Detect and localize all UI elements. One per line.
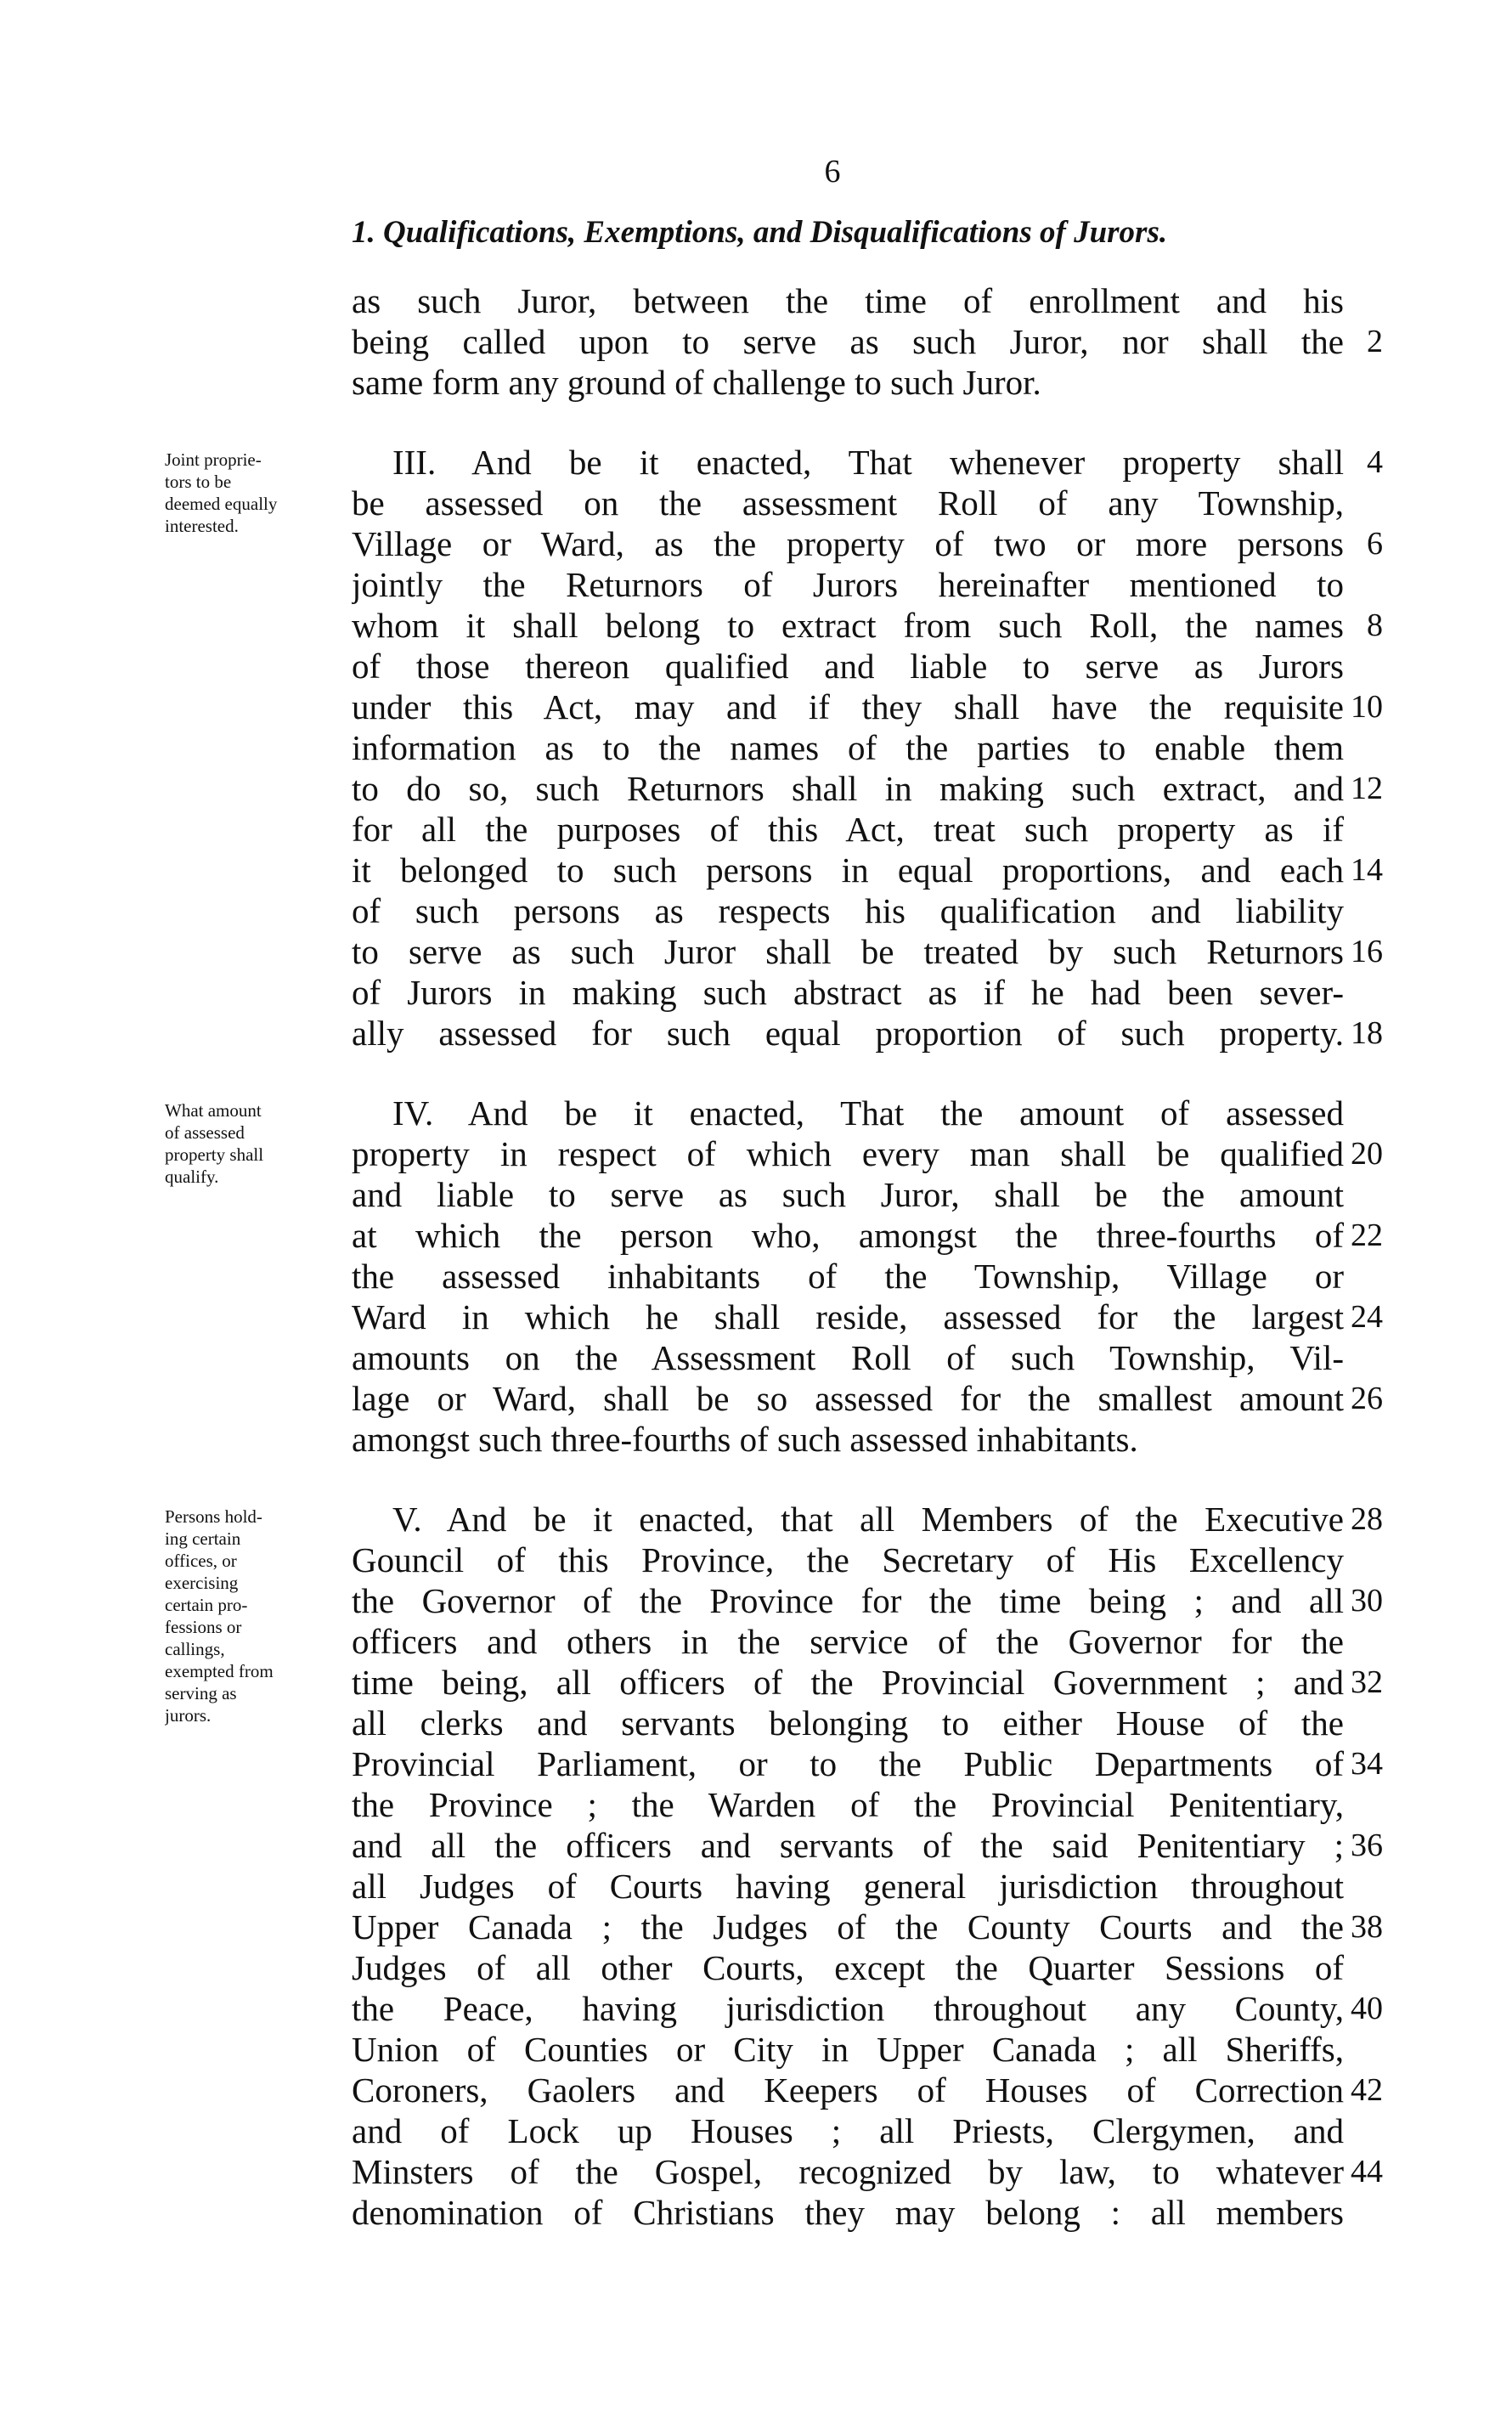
- text-line: Coroners, Gaolers and Keepers of Houses of Correction: [352, 2071, 1344, 2110]
- line-number: 2: [1367, 324, 1383, 359]
- text-line: and liable to serve as such Juror, shall be the amount: [352, 1175, 1344, 1214]
- text-line: for all the purposes of this Act, treat such property as if: [352, 810, 1344, 849]
- text-line: officers and others in the service of the Governor for the: [352, 1622, 1344, 1661]
- text-line: V. And be it enacted, that all Members of the Executive: [392, 1500, 1344, 1539]
- text-line: time being, all officers of the Provincial Government ; and: [352, 1663, 1344, 1702]
- text-line: amounts on the Assessment Roll of such Township, Vil-: [352, 1338, 1344, 1377]
- line-number: 42: [1351, 2072, 1383, 2108]
- margin-note-line: offices, or: [165, 1551, 237, 1571]
- line-number: 36: [1351, 1828, 1383, 1863]
- margin-note-line: Persons hold-: [165, 1506, 262, 1527]
- text-line: of those thereon qualified and liable to serve as Jurors: [352, 647, 1344, 686]
- line-number: 38: [1351, 1909, 1383, 1945]
- text-line: whom it shall belong to extract from such Roll, the names: [352, 606, 1344, 645]
- text-line: it belonged to such persons in equal proportions, and each: [352, 850, 1344, 890]
- text-line: as such Juror, between the time of enrollment and his: [352, 281, 1344, 320]
- text-line: Upper Canada ; the Judges of the County Courts and the: [352, 1907, 1344, 1946]
- text-line: ally assessed for such equal proportion of such property.: [352, 1014, 1344, 1053]
- text-line: of Jurors in making such abstract as if he had been sever-: [352, 973, 1344, 1012]
- margin-note-line: fessions or: [165, 1617, 242, 1637]
- margin-note-line: qualify.: [165, 1167, 219, 1187]
- text-line: property in respect of which every man shall be qualified: [352, 1134, 1344, 1173]
- text-line: III. And be it enacted, That whenever property shall: [392, 443, 1344, 482]
- text-line: Judges of all other Courts, except the Quarter Sessions of: [352, 1948, 1344, 1987]
- margin-note-line: serving as: [165, 1683, 237, 1703]
- margin-note-line: exercising: [165, 1573, 239, 1593]
- text-line: Union of Counties or City in Upper Canada ; all Sheriffs,: [352, 2030, 1344, 2069]
- text-line: denomination of Christians they may belong : all members: [352, 2193, 1344, 2232]
- line-number: 14: [1351, 852, 1383, 888]
- line-number: 32: [1351, 1664, 1383, 1700]
- text-line: the Province ; the Warden of the Provincial Penitentiary,: [352, 1785, 1344, 1824]
- text-line: Ward in which he shall reside, assessed for the largest: [352, 1297, 1344, 1336]
- line-number: 6: [1367, 526, 1383, 562]
- margin-note-line: jurors.: [165, 1705, 212, 1726]
- text-line: amongst such three-fourths of such assessed inhabitants.: [352, 1420, 1138, 1459]
- line-number: 18: [1351, 1015, 1383, 1051]
- margin-note-line: deemed equally: [165, 494, 278, 514]
- margin-note-line: property shall: [165, 1144, 264, 1165]
- line-number: 34: [1351, 1746, 1383, 1782]
- margin-note-line: Joint proprie-: [165, 449, 262, 470]
- text-line: Gouncil of this Province, the Secretary of His Excellency: [352, 1540, 1344, 1579]
- margin-note-line: of assessed: [165, 1122, 245, 1143]
- text-line: of such persons as respects his qualification and liability: [352, 891, 1344, 930]
- line-number: 20: [1351, 1136, 1383, 1172]
- line-number: 22: [1351, 1217, 1383, 1253]
- text-line: information as to the names of the parties to enable them: [352, 728, 1344, 767]
- text-line: same form any ground of challenge to such Juror.: [352, 363, 1041, 402]
- line-number: 40: [1351, 1991, 1383, 2026]
- text-line: and of Lock up Houses ; all Priests, Clergymen, and: [352, 2111, 1344, 2150]
- text-line: the Governor of the Province for the time being ; and all: [352, 1581, 1344, 1620]
- text-line: be assessed on the assessment Roll of any Township,: [352, 483, 1344, 523]
- text-line: jointly the Returnors of Jurors hereinafter mentioned to: [352, 565, 1344, 604]
- margin-note-line: tors to be: [165, 472, 232, 492]
- running-head: 1. Qualifications, Exemptions, and Disqualifications of Jurors.: [352, 215, 1168, 250]
- line-number: 24: [1351, 1299, 1383, 1335]
- text-line: under this Act, may and if they shall have the requisite: [352, 687, 1344, 726]
- text-line: Village or Ward, as the property of two or more persons: [352, 524, 1344, 563]
- text-line: lage or Ward, shall be so assessed for the smallest amount: [352, 1379, 1344, 1418]
- margin-note-line: certain pro-: [165, 1595, 248, 1615]
- text-line: and all the officers and servants of the said Penitentiary ;: [352, 1826, 1344, 1865]
- line-number: 28: [1351, 1501, 1383, 1537]
- text-line: the assessed inhabitants of the Township, Village or: [352, 1257, 1344, 1296]
- page-number: 6: [824, 154, 841, 189]
- line-number: 30: [1351, 1583, 1383, 1619]
- line-number: 12: [1351, 771, 1383, 806]
- line-number: 8: [1367, 607, 1383, 643]
- text-line: the Peace, having jurisdiction throughout any County,: [352, 1989, 1344, 2028]
- text-line: to serve as such Juror shall be treated by such Returnors: [352, 932, 1344, 971]
- text-line: all clerks and servants belonging to either House of the: [352, 1703, 1344, 1743]
- text-line: all Judges of Courts having general jurisdiction throughout: [352, 1867, 1344, 1906]
- margin-note-line: exempted from: [165, 1661, 274, 1681]
- text-line: Minsters of the Gospel, recognized by law, to whatever: [352, 2152, 1344, 2191]
- text-line: to do so, such Returnors shall in making such extract, and: [352, 769, 1344, 808]
- line-number: 10: [1351, 689, 1383, 725]
- margin-note-line: interested.: [165, 516, 239, 536]
- text-line: Provincial Parliament, or to the Public Departments of: [352, 1744, 1344, 1783]
- line-number: 26: [1351, 1381, 1383, 1416]
- line-number: 16: [1351, 934, 1383, 969]
- text-line: being called upon to serve as such Juror, nor shall the: [352, 322, 1344, 361]
- margin-note-line: callings,: [165, 1639, 225, 1659]
- text-line: at which the person who, amongst the three-fourths of: [352, 1216, 1344, 1255]
- line-number: 44: [1351, 2154, 1383, 2189]
- text-line: IV. And be it enacted, That the amount of assessed: [392, 1093, 1344, 1133]
- line-number: 4: [1367, 444, 1383, 480]
- margin-note-line: What amount: [165, 1100, 262, 1121]
- margin-note-line: ing certain: [165, 1528, 241, 1549]
